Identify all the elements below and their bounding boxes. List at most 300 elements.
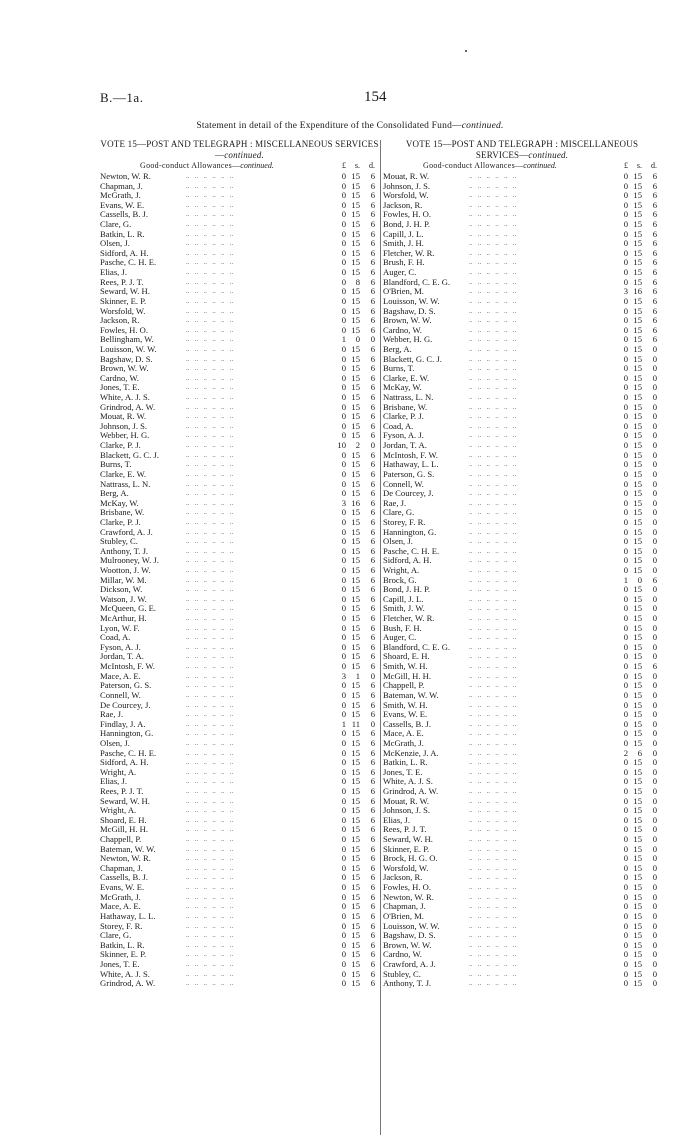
leader-dots: [469, 383, 609, 393]
amount-pence: 0: [652, 920, 657, 931]
leader-dots: [469, 825, 609, 835]
leader-dots: [469, 528, 609, 538]
payee-name: Paterson, G. S.: [100, 680, 152, 691]
amount-pence: 6: [370, 392, 375, 403]
leader-dots: [469, 806, 609, 816]
payee-name: Burns, T.: [100, 459, 132, 470]
amount-pence: 6: [370, 651, 375, 662]
leader-dots: [469, 355, 609, 365]
amount-pounds: 0: [623, 737, 628, 748]
payee-name: McGrath, J.: [383, 737, 424, 748]
entries-list: [100, 172, 379, 989]
table-row: [100, 950, 379, 960]
amount-shillings: 15: [351, 872, 360, 883]
amount-shillings: 15: [633, 709, 642, 720]
leader-dots: [186, 355, 326, 365]
amount-pence: 6: [370, 555, 375, 566]
leader-dots: [186, 960, 326, 970]
subhead-label: [140, 161, 274, 170]
payee-name: Rees, P. J. T.: [100, 786, 144, 796]
amount-shillings: 15: [351, 430, 360, 441]
amount-pence: 6: [652, 276, 657, 287]
payee-name: Shoard, E. H.: [383, 651, 430, 662]
leader-dots: [186, 758, 326, 768]
amount-pounds: 0: [341, 834, 346, 845]
amount-shillings: 15: [351, 545, 360, 556]
amount-pence: 0: [370, 440, 375, 451]
amount-shillings: 15: [633, 209, 642, 220]
leader-dots: [469, 335, 609, 345]
amount-pence: 6: [370, 305, 375, 316]
amount-pounds: 0: [341, 776, 346, 787]
amount-pounds: 0: [623, 247, 628, 258]
leader-dots: [186, 701, 326, 711]
amount-pence: 0: [652, 728, 657, 739]
amount-pounds: 0: [341, 382, 346, 393]
amount-pence: 6: [370, 372, 375, 383]
leader-dots: [186, 739, 326, 749]
leader-dots: [186, 566, 326, 576]
amount-pounds: 0: [623, 295, 628, 306]
amount-pounds: 0: [341, 449, 346, 460]
amount-shillings: 15: [633, 689, 642, 700]
amount-shillings: 15: [633, 622, 642, 633]
payee-name: Grindrod, A. W.: [383, 786, 439, 796]
table-row: [383, 614, 661, 624]
payee-name: Auger, C.: [383, 267, 417, 278]
amount-pounds: 3: [623, 286, 628, 297]
leader-dots: [469, 585, 609, 595]
page-number: 154: [364, 89, 387, 105]
leader-dots: [186, 681, 326, 691]
leader-dots: [469, 278, 609, 288]
leader-dots: [186, 816, 326, 826]
amount-pounds: 0: [341, 795, 346, 806]
table-row: [383, 355, 661, 365]
payee-name: Evans, W. E.: [383, 709, 428, 720]
payee-name: White, A. J. S.: [100, 392, 150, 403]
payee-name: Worsfold, W.: [383, 190, 429, 201]
amount-pounds: 0: [623, 872, 628, 883]
amount-shillings: 15: [351, 978, 360, 989]
amount: [617, 979, 661, 989]
payee-name: Burns, T.: [383, 363, 415, 374]
leader-dots: [186, 576, 326, 586]
leader-dots: [469, 845, 609, 855]
table-row: [100, 729, 379, 739]
amount-pence: 6: [370, 632, 375, 643]
leader-dots: [186, 662, 326, 672]
amount-pence: 6: [370, 238, 375, 249]
payee-name: Smith, J. H.: [383, 238, 424, 249]
amount-pounds: 0: [341, 805, 346, 816]
amount-pence: 6: [652, 228, 657, 239]
amount-shillings: 15: [351, 680, 360, 691]
amount-pounds: 0: [623, 613, 628, 624]
amount-shillings: 15: [633, 180, 642, 191]
payee-name: Mace, A. E.: [383, 728, 424, 739]
amount-pence: 0: [652, 622, 657, 633]
amount-pence: 0: [652, 613, 657, 624]
amount-pounds: 0: [341, 180, 346, 191]
amount-pounds: 0: [623, 632, 628, 643]
amount-shillings: 15: [633, 632, 642, 643]
amount-shillings: 15: [351, 238, 360, 249]
amount-pence: 0: [652, 516, 657, 527]
amount-pence: 6: [652, 209, 657, 220]
amount-pounds: 0: [341, 661, 346, 672]
amount-pence: 0: [652, 420, 657, 431]
print-speck: [465, 50, 467, 52]
payee-name: Clare, G.: [100, 930, 132, 941]
amount-shillings: 15: [351, 228, 360, 239]
leader-dots: [469, 941, 609, 951]
payee-name: Olsen, J.: [383, 536, 413, 547]
amount-shillings: 15: [633, 190, 642, 201]
amount-pounds: 0: [341, 238, 346, 249]
leader-dots: [469, 758, 609, 768]
leader-dots: [469, 902, 609, 912]
leader-dots: [186, 720, 326, 730]
payee-name: Findlay, J. A.: [100, 718, 146, 729]
amount-pence: 0: [652, 757, 657, 768]
amount-pounds: 0: [341, 507, 346, 518]
payee-name: Jones, T. E.: [100, 958, 140, 969]
amount-shillings: 15: [351, 699, 360, 710]
amount-pounds: 0: [341, 622, 346, 633]
amount-shillings: 15: [351, 632, 360, 643]
leader-dots: [186, 489, 326, 499]
amount-shillings: 15: [351, 805, 360, 816]
amount-pounds: 0: [623, 834, 628, 845]
amount-shillings: 15: [633, 219, 642, 230]
amount-pence: 0: [652, 545, 657, 556]
amount-pence: 6: [370, 958, 375, 969]
amount-pounds: 0: [623, 661, 628, 672]
payee-name: Anthony, T. J.: [383, 978, 432, 989]
leader-dots: [186, 345, 326, 355]
amount-pounds: 0: [623, 805, 628, 816]
amount-pounds: 0: [341, 363, 346, 374]
amount-pounds: 0: [623, 814, 628, 825]
amount-shillings: 15: [633, 199, 642, 210]
amount-shillings: 15: [351, 651, 360, 662]
table-row: [383, 499, 661, 509]
amount-pence: 6: [370, 420, 375, 431]
amount-shillings: 15: [633, 295, 642, 306]
payee-name: Newton, W. R.: [100, 853, 151, 864]
amount-pounds: 0: [623, 584, 628, 595]
payee-name: Fowles, H. O.: [383, 209, 431, 220]
amount-shillings: 15: [351, 401, 360, 412]
payee-name: Olsen, J.: [100, 737, 130, 748]
table-row: [383, 528, 661, 538]
payee-name: Pasche, C. H. E.: [100, 257, 157, 268]
amount-shillings: 15: [633, 372, 642, 383]
amount-shillings: 15: [633, 324, 642, 335]
amount-pounds: 0: [341, 372, 346, 383]
leader-dots: [186, 979, 326, 989]
amount-pence: 0: [652, 440, 657, 451]
amount-shillings: 15: [351, 757, 360, 768]
amount-shillings: 15: [633, 526, 642, 537]
amount-pence: 0: [652, 901, 657, 912]
amount-pounds: 0: [623, 228, 628, 239]
payee-name: Clare, G.: [383, 507, 415, 518]
amount-pence: 0: [652, 843, 657, 854]
payee-name: Blackett, G. C. J.: [100, 449, 159, 460]
amount-pounds: 0: [623, 267, 628, 278]
amount-pounds: 0: [341, 613, 346, 624]
amount-pounds: 0: [623, 449, 628, 460]
amount-pence: 6: [652, 315, 657, 326]
pence-header: d.: [369, 161, 375, 170]
payee-name: Evans, W. E.: [100, 199, 145, 210]
payee-name: Cardno, W.: [383, 949, 422, 960]
leader-dots: [186, 278, 326, 288]
amount-pence: 6: [652, 199, 657, 210]
amount-shillings: 15: [633, 334, 642, 345]
column-divider: [380, 140, 381, 1135]
amount-shillings: 15: [633, 516, 642, 527]
amount-pence: 6: [370, 468, 375, 479]
table-row: [100, 633, 379, 643]
amount-pounds: 0: [341, 737, 346, 748]
amount-pounds: 0: [341, 603, 346, 614]
amount-pence: 0: [652, 680, 657, 691]
payee-name: Clarke, P. J.: [100, 440, 141, 451]
leader-dots: [469, 518, 609, 528]
amount-shillings: 15: [351, 968, 360, 979]
payee-name: Jordan, T. A.: [100, 651, 144, 662]
amount-pounds: 0: [623, 728, 628, 739]
payee-name: McGill, H. H.: [383, 670, 431, 681]
leader-dots: [469, 931, 609, 941]
leader-dots: [469, 835, 609, 845]
amount-shillings: 15: [351, 267, 360, 278]
amount-shillings: 15: [633, 978, 642, 989]
amount-pence: 6: [370, 661, 375, 672]
amount-shillings: 15: [633, 276, 642, 287]
payee-name: Seward, W. H.: [100, 286, 150, 297]
leader-dots: [469, 566, 609, 576]
payee-name: Blandford, C. E. G.: [383, 276, 451, 287]
leader-dots: [186, 182, 326, 192]
amount-shillings: 15: [633, 257, 642, 268]
payee-name: O'Brien, M.: [383, 286, 424, 297]
payee-name: Stubley, C.: [100, 536, 138, 547]
amount-pence: 6: [370, 872, 375, 883]
payee-name: Connell, W.: [383, 478, 424, 489]
amount-pence: 6: [370, 814, 375, 825]
amount-shillings: 15: [633, 786, 642, 796]
leader-dots: [186, 422, 326, 432]
amount-pounds: 0: [341, 209, 346, 220]
payee-name: Nattrass, L. N.: [100, 478, 151, 489]
amount-pence: 0: [652, 737, 657, 748]
amount-shillings: 15: [633, 449, 642, 460]
amount-pounds: 0: [623, 440, 628, 451]
amount-pounds: 0: [623, 488, 628, 499]
payee-name: Coad, A.: [100, 632, 131, 643]
payee-name: Bellingham, W.: [100, 334, 154, 345]
amount-shillings: 15: [633, 171, 642, 181]
amount-pounds: 0: [623, 718, 628, 729]
amount-pence: 0: [370, 718, 375, 729]
leader-dots: [186, 403, 326, 413]
leader-dots: [186, 845, 326, 855]
amount-shillings: 15: [351, 882, 360, 893]
leader-dots: [186, 326, 326, 336]
table-row: [383, 489, 661, 499]
amount-shillings: 15: [351, 526, 360, 537]
amount-pence: 6: [370, 257, 375, 268]
leader-dots: [186, 787, 326, 797]
amount-pence: 6: [652, 286, 657, 297]
amount-pence: 6: [370, 564, 375, 575]
table-row: [383, 979, 661, 989]
amount-shillings: 15: [351, 478, 360, 489]
payee-name: Grindrod, A. W.: [100, 401, 156, 412]
table-row: [383, 720, 661, 730]
table-row: [383, 335, 661, 345]
payee-name: Chappell, P.: [100, 834, 142, 845]
leader-dots: [469, 258, 609, 268]
payee-name: Jordan, T. A.: [383, 440, 427, 451]
table-row: [383, 403, 661, 413]
leader-dots: [469, 979, 609, 989]
amount-pence: 6: [370, 315, 375, 326]
payee-name: Webber, H. G.: [383, 334, 433, 345]
amount-pence: 6: [652, 238, 657, 249]
amount-pence: 6: [370, 853, 375, 864]
amount-pence: 0: [652, 343, 657, 354]
amount-pounds: 0: [341, 199, 346, 210]
amount-shillings: 15: [351, 209, 360, 220]
statement-continued: continued.: [461, 121, 504, 131]
amount-pounds: 0: [623, 507, 628, 518]
amount-pence: 0: [652, 862, 657, 873]
payee-name: Cassells, B. J.: [100, 872, 148, 883]
amount-shillings: 15: [351, 516, 360, 527]
leader-dots: [469, 230, 609, 240]
amount-shillings: 15: [633, 958, 642, 969]
amount-shillings: 15: [633, 363, 642, 374]
payee-name: Mace, A. E.: [100, 901, 141, 912]
table-row: [383, 941, 661, 951]
amount-shillings: 15: [351, 488, 360, 499]
leader-dots: [469, 854, 609, 864]
amount-shillings: 15: [351, 901, 360, 912]
leader-dots: [469, 950, 609, 960]
table-row: [100, 797, 379, 807]
payee-name: Fowles, H. O.: [383, 882, 431, 893]
amount-pounds: 0: [341, 315, 346, 326]
leader-dots: [469, 893, 609, 903]
table-row: [383, 902, 661, 912]
amount-pence: 0: [652, 430, 657, 441]
amount-shillings: 2: [355, 440, 360, 451]
table-row: [100, 825, 379, 835]
leader-dots: [469, 191, 609, 201]
amount-pounds: 0: [623, 824, 628, 835]
amount-pence: 6: [652, 267, 657, 278]
leader-dots: [469, 768, 609, 778]
payee-name: Seward, W. H.: [100, 795, 150, 806]
amount-pounds: 0: [623, 651, 628, 662]
leader-dots: [469, 662, 609, 672]
table-row: [100, 258, 379, 268]
payee-name: Anthony, T. J.: [100, 545, 149, 556]
amount-pounds: 0: [341, 401, 346, 412]
leader-dots: [469, 268, 609, 278]
subhead-continued: continued.: [240, 161, 274, 170]
amount-pounds: 0: [623, 843, 628, 854]
amount-shillings: 15: [351, 834, 360, 845]
leader-dots: [186, 950, 326, 960]
leader-dots: [469, 787, 609, 797]
amount-pence: 6: [370, 545, 375, 556]
amount-shillings: 15: [351, 564, 360, 575]
amount-shillings: 16: [351, 497, 360, 508]
amount-pounds: 0: [623, 363, 628, 374]
amount-pence: 6: [370, 910, 375, 921]
payee-name: Bond, J. H. P.: [383, 219, 431, 230]
leader-dots: [186, 460, 326, 470]
payee-name: Chapman, J.: [100, 180, 143, 191]
amount-pounds: 0: [623, 882, 628, 893]
amount-shillings: 15: [351, 353, 360, 364]
leader-dots: [469, 624, 609, 634]
amount-pounds: 2: [623, 747, 628, 758]
amount-shillings: 15: [351, 247, 360, 258]
amount-pounds: 0: [623, 257, 628, 268]
leader-dots: [186, 672, 326, 682]
amount-pounds: 0: [623, 516, 628, 527]
payee-name: Clarke, P. J.: [100, 516, 141, 527]
leader-dots: [469, 345, 609, 355]
amount-pounds: 0: [623, 536, 628, 547]
payee-name: Bateman, W. W.: [383, 689, 439, 700]
payee-name: Bagshaw, D. S.: [383, 305, 436, 316]
amount-pence: 0: [652, 805, 657, 816]
leader-dots: [469, 681, 609, 691]
amount-shillings: 15: [633, 641, 642, 652]
amount-pounds: 0: [341, 651, 346, 662]
amount-pounds: 0: [623, 382, 628, 393]
amount-pence: 6: [652, 171, 657, 181]
amount-pounds: 0: [623, 199, 628, 210]
amount-shillings: 15: [633, 497, 642, 508]
table-row: [383, 758, 661, 768]
amount-shillings: 16: [633, 286, 642, 297]
leader-dots: [469, 652, 609, 662]
payee-name: Worsfold, W.: [383, 862, 429, 873]
amount-pence: 0: [652, 699, 657, 710]
payee-name: Rees, P. J. T.: [383, 824, 427, 835]
leader-dots: [186, 931, 326, 941]
shillings-header: s.: [354, 161, 360, 170]
leader-dots: [469, 633, 609, 643]
amount-pounds: 0: [341, 536, 346, 547]
leader-dots: [469, 307, 609, 317]
vote-heading: [383, 139, 661, 160]
amount-pounds: 0: [341, 949, 346, 960]
payee-name: McGrath, J.: [100, 891, 141, 902]
payee-name: Wright, A.: [100, 805, 137, 816]
amount-pence: 6: [370, 478, 375, 489]
payee-name: Batkin, L. R.: [383, 757, 428, 768]
